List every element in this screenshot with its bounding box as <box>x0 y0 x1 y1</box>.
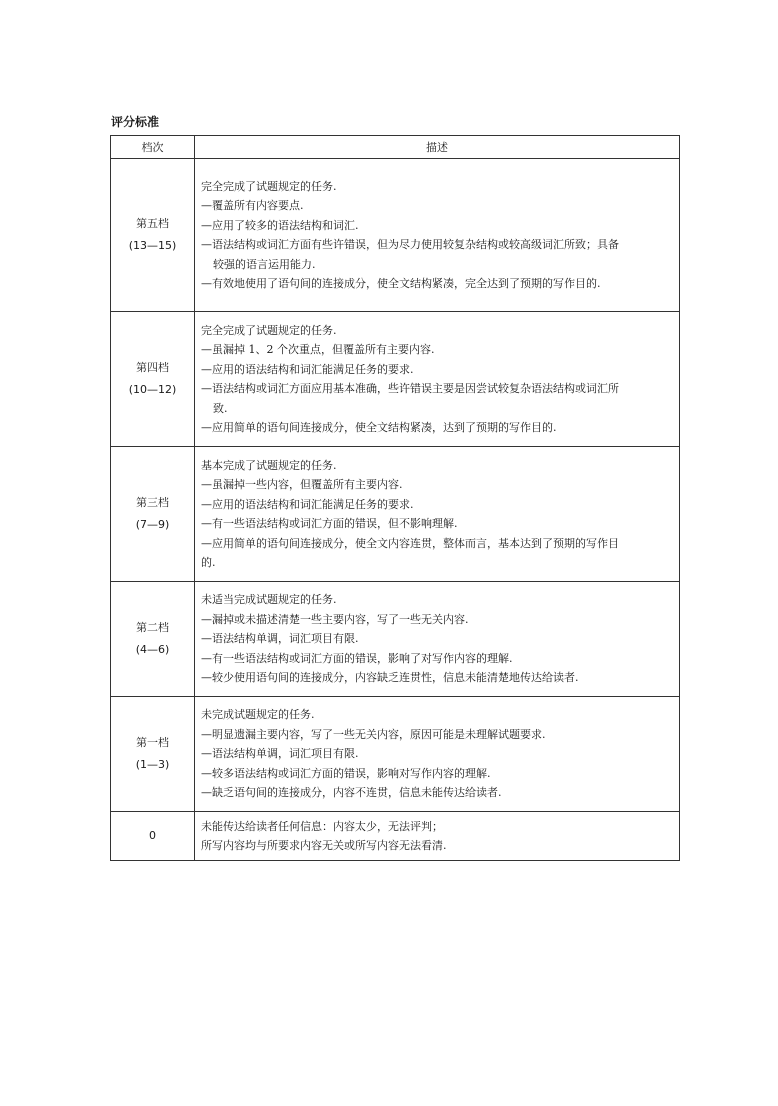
level-name: 第一档 <box>136 736 169 749</box>
level-name: 第五档 <box>136 217 169 230</box>
description-line: —明显遗漏主要内容，写了一些无关内容，原因可能是未理解试题要求. <box>201 727 546 741</box>
description-line: 未能传达给读者任何信息：内容太少，无法评判； <box>201 819 443 833</box>
description-cell <box>195 447 680 582</box>
column-header-description: 描述 <box>195 136 680 159</box>
description-line: 所写内容均与所要求内容无关或所写内容无法看清. <box>201 839 447 852</box>
level-cell <box>111 582 195 697</box>
level-range: (4—6) <box>135 643 170 656</box>
table-row <box>111 582 680 697</box>
description-line: —虽漏掉一些内容，但覆盖所有主要内容. <box>201 478 403 491</box>
level-range: (1—3) <box>135 758 170 771</box>
description-line: —应用了较多的语法结构和词汇. <box>201 218 359 232</box>
column-header-level: 档次 <box>111 136 195 159</box>
description-line: —较少使用语句间的连接成分，内容缺乏连贯性，信息未能清楚地传达给读者. <box>201 671 579 685</box>
table-header-row <box>111 136 680 159</box>
level-cell <box>111 812 195 861</box>
scoring-rubric-table <box>110 135 680 861</box>
description-line: —较多语法结构或词汇方面的错误，影响对写作内容的理解. <box>201 766 491 780</box>
level-cell <box>111 697 195 812</box>
description-line: 较强的语言运用能力. <box>213 257 316 271</box>
level-name: 第三档 <box>136 496 169 509</box>
level-range: (7—9) <box>135 518 170 531</box>
description-cell <box>195 159 680 312</box>
description-line: —应用简单的语句间连接成分，使全文结构紧凑，达到了预期的写作目的. <box>201 421 557 434</box>
table-row <box>111 697 680 812</box>
description-cell <box>195 697 680 812</box>
description-line: —语法结构单调，词汇项目有限. <box>201 632 359 646</box>
description-line: —覆盖所有内容要点. <box>201 199 304 212</box>
level-name: 第四档 <box>136 361 169 374</box>
description-line: —有效地使用了语句间的连接成分，使全文结构紧凑，完全达到了预期的写作目的. <box>201 277 601 290</box>
description-line: —语法结构单调，词汇项目有限. <box>201 747 359 761</box>
level-range: (13—15) <box>128 239 177 252</box>
level-cell <box>111 312 195 447</box>
level-cell <box>111 447 195 582</box>
description-line: 基本完成了试题规定的任务. <box>201 458 337 472</box>
description-line: 完全完成了试题规定的任务. <box>201 179 337 193</box>
description-line: —缺乏语句间的连接成分，内容不连贯，信息未能传达给读者. <box>201 786 502 800</box>
description-line: 完全完成了试题规定的任务. <box>201 323 337 337</box>
table-row <box>111 159 680 312</box>
description-cell <box>195 582 680 697</box>
description-line: —应用的语法结构和词汇能满足任务的要求. <box>201 497 414 511</box>
description-line: 的. <box>201 556 216 569</box>
description-line: —有一些语法结构或词汇方面的错误，但不影响理解. <box>201 517 458 530</box>
description-cell <box>195 312 680 447</box>
description-line: 未适当完成试题规定的任务. <box>201 593 337 607</box>
level-range: (10—12) <box>128 383 177 396</box>
description-line: —语法结构或词汇方面有些许错误，但为尽力使用较复杂结构或较高级词汇所致；具备 <box>201 238 619 251</box>
table-row <box>111 312 680 447</box>
description-cell <box>195 812 680 861</box>
level-cell <box>111 159 195 312</box>
description-line: —应用简单的语句间连接成分，使全文内容连贯，整体而言，基本达到了预期的写作目 <box>201 536 619 550</box>
page-title: 评分标准 <box>111 115 160 129</box>
table-row <box>111 812 680 861</box>
description-line: —漏掉或未描述清楚一些主要内容，写了一些无关内容. <box>201 612 469 626</box>
description-line: —应用的语法结构和词汇能满足任务的要求. <box>201 362 414 376</box>
description-line: —语法结构或词汇方面应用基本准确，些许错误主要是因尝试较复杂语法结构或词汇所 <box>201 382 619 395</box>
description-line: 未完成试题规定的任务. <box>201 708 315 722</box>
table-row <box>111 447 680 582</box>
description-line: 致. <box>213 401 228 415</box>
description-line: —有一些语法结构或词汇方面的错误，影响了对写作内容的理解. <box>201 651 513 665</box>
level-name: 第二档 <box>136 621 169 634</box>
level-name: 0 <box>149 829 156 842</box>
description-line: —虽漏掉 1、2 个次重点，但覆盖所有主要内容. <box>201 343 435 356</box>
